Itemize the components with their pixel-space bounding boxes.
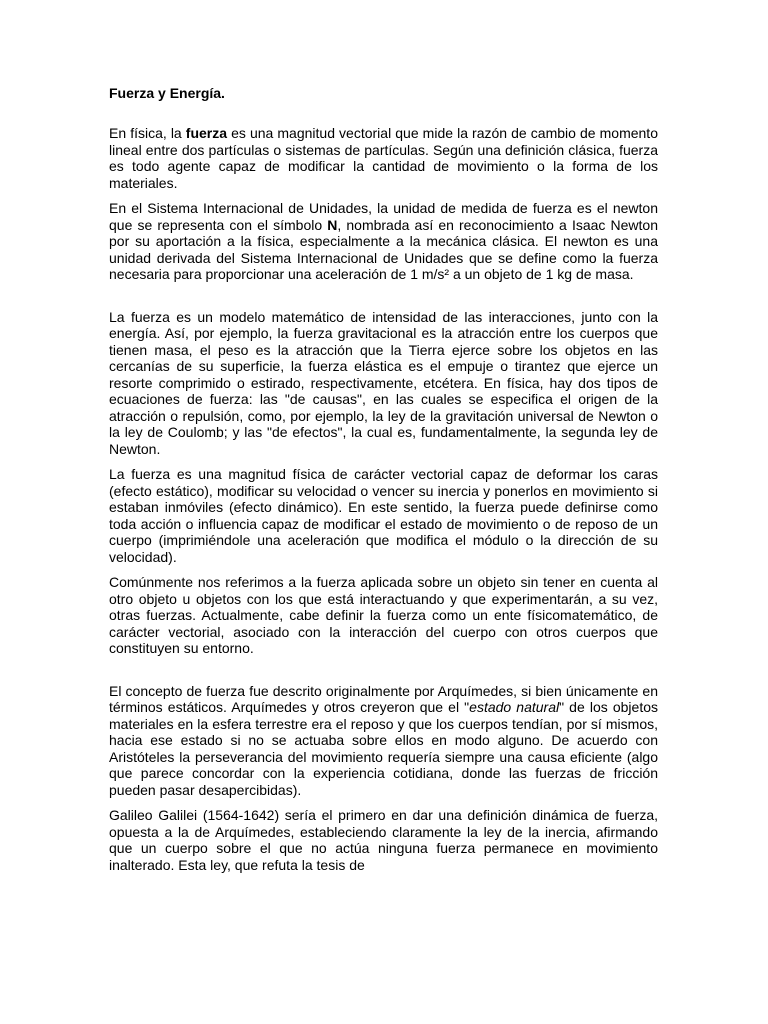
symbol-n: N [327,216,338,233]
paragraph-2 [109,200,658,283]
paragraph-1-text-a: En física, la [109,125,186,141]
document-body [109,85,658,882]
paragraph-1-text-b: es una magnitud vectorial que mide la razón de cambio de momento lineal entre dos partículas o sistemas de partículas. Según una definición clásica, fuerza es todo agente capaz de modificar la cantidad de movimiento o la forma de los materiales. [109,125,658,191]
paragraph-3: La fuerza es un modelo matemático de intensidad de las interacciones, junto con la energía. Así, por ejemplo, la fuerza gravitacional es la atracción entre los cuerpos que tienen masa, el peso es la atracción que la Tierra ejerce sobre los objetos en las cercanías de su superficie, la fuerza elástica es el empuje o tirantez que ejerce un resorte comprimido o estirado, respectivamente, etcétera. En física, hay dos tipos de ecuaciones de fuerza: las "de causas", en las cuales se especifica el origen de la atracción o repulsión, como, por ejemplo, la ley de la gravitación universal de Newton o la ley de Coulomb; y las "de efectos", la cual es, fundamentalmente, la segunda ley de Newton. [109,308,658,457]
paragraph-6-text-a: El concepto de fuerza fue descrito originalmente por Arquímedes, si bien únicamente en términos estáticos. Arquímedes y otros creyeron que el " [109,682,658,715]
paragraph-1 [109,125,658,191]
document-title: Fuerza y Energía. [109,85,225,101]
paragraph-7: Galileo Galilei (1564-1642) sería el primero en dar una definición dinámica de fuerza, opuesta a la de Arquímedes, estableciendo claramente la ley de la inercia, afirmando que un cuerpo sobre el que no actúa ninguna fuerza permanece en movimiento inalterado. Esta ley, que refuta la tesis de [109,807,658,873]
term-fuerza: fuerza [185,125,228,141]
paragraph-2-text-a: En el Sistema Internacional de Unidades, la unidad de medida de fuerza es el newton que se representa con el símbolo [109,200,658,233]
paragraph-5: Comúnmente nos referimos a la fuerza aplicada sobre un objeto sin tener en cuenta al otro objeto u objetos con los que está interactuando y que experimentarán, a su vez, otras fuerzas. Actualmente, cabe definir la fuerza como un ente físicomatemático, de carácter vectorial, asociado con la interacción del cuerpo con otros cuerpos que constituyen su entorno. [109,574,658,656]
paragraph-6-text-b: " de los objetos materiales en la esfera terrestre era el reposo y que los cuerpos tendían, por sí mismos, hacia ese estado si no se actuaba sobre ellos en modo alguno. De acuerdo con Aristóteles la perseverancia del movimiento requería siempre una causa eficiente (algo que parece concordar con la experiencia cotidiana, donde las fuerzas de fricción pueden pasar desapercibidas). [109,699,658,798]
paragraph-4: La fuerza es una magnitud física de carácter vectorial capaz de deformar los caras (efecto estático), modificar su velocidad o vencer su inercia y ponerlos en movimiento si estaban inmóviles (efecto dinámico). En este sentido, la fuerza puede definirse como toda acción o influencia capaz de modificar el estado de movimiento o de reposo de un cuerpo (imprimiéndole una aceleración que modifica el módulo o la dirección de su velocidad). [109,466,658,565]
paragraph-6 [109,683,658,799]
paragraph-2-text-b: , nombrada así en reconocimiento a Isaac Newton por su aportación a la física, especialmente a la mecánica clásica. El newton es una unidad derivada del Sistema Internacional de Unidades que se define como la fuerza necesaria para proporcionar una aceleración de 1 m/s² a un objeto de 1 kg de masa. [109,216,659,282]
term-estado-natural: estado natural [469,699,560,715]
